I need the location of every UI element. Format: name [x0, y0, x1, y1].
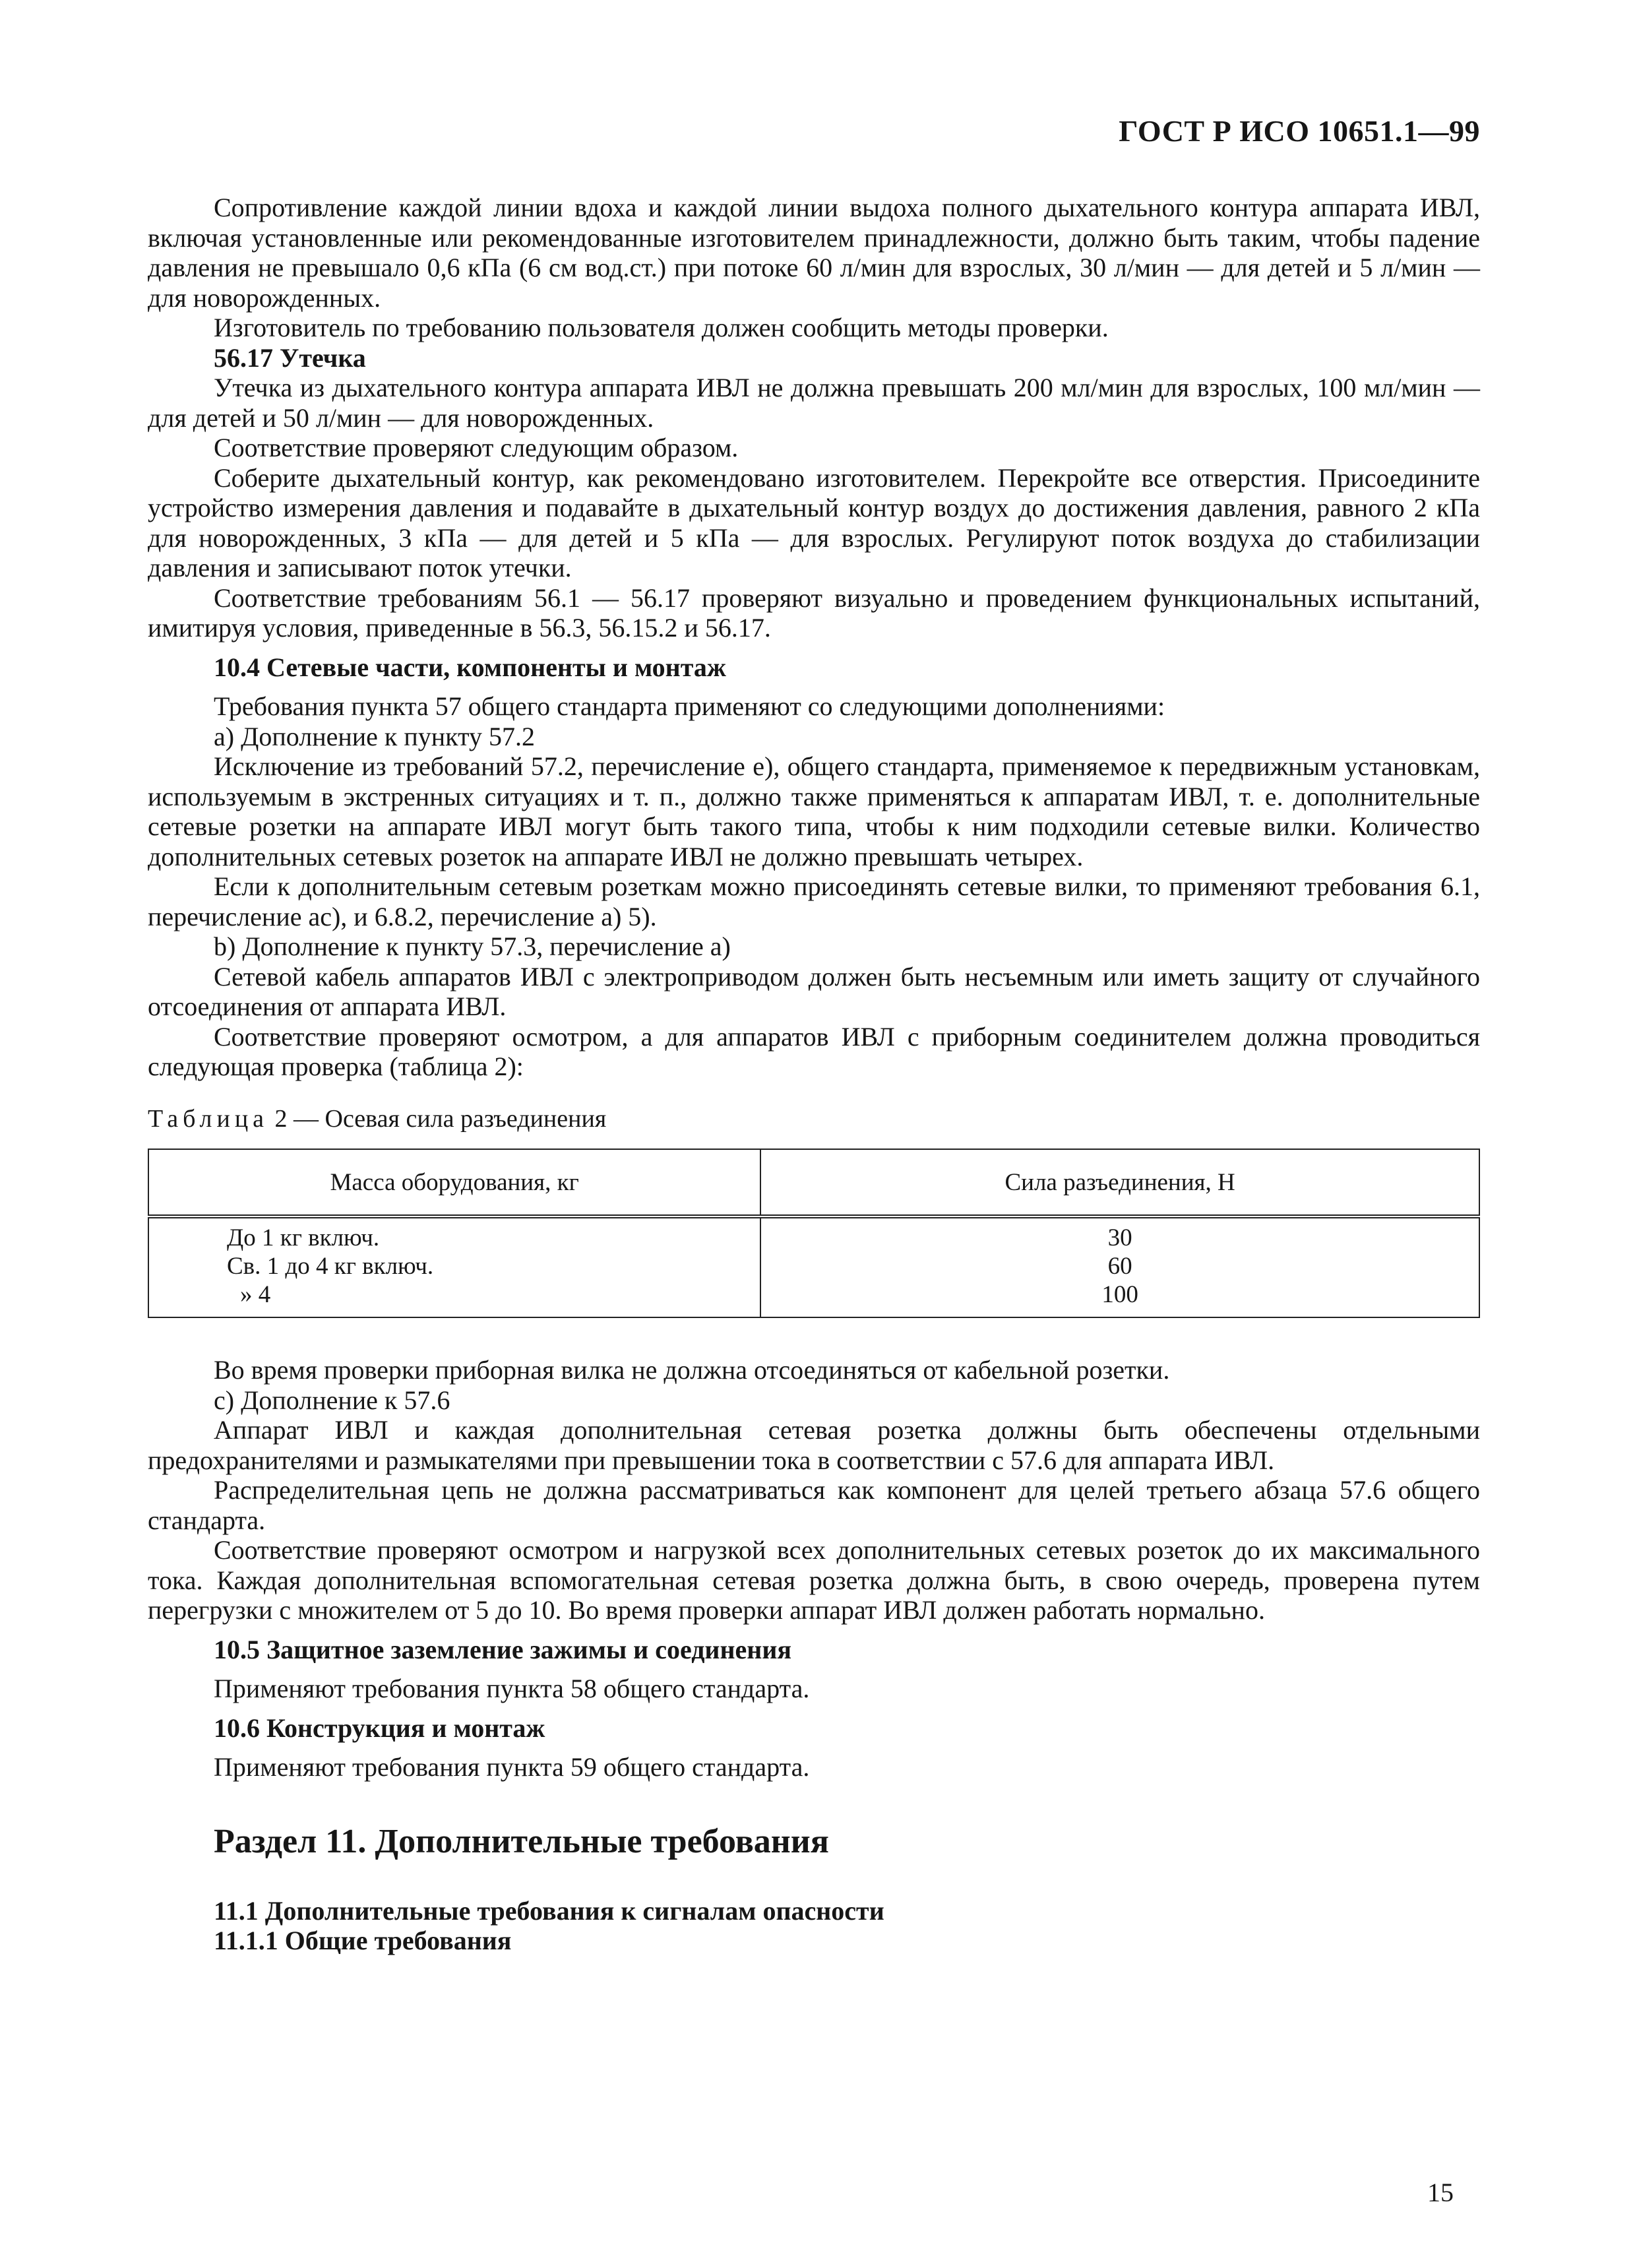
section-heading-10-6: 10.6 Конструкция и монтаж	[214, 1713, 545, 1743]
mass-value: Св. 1 до 4 кг включ.	[227, 1253, 434, 1280]
paragraph: Если к дополнительным сетевым розеткам можно присоединять сетевые вилки, то применяют требования 6.1, перечисление ас), и 6.8.2, перечисление а) 5).	[148, 871, 1480, 931]
paragraph: b) Дополнение к пункту 57.3, перечисление а)	[214, 931, 731, 961]
section-heading-11-1: 11.1 Дополнительные требования к сигналам опасности	[214, 1895, 884, 1926]
paragraph: Сопротивление каждой линии вдоха и каждой линии выдоха полного дыхательного контура аппарата ИВЛ, включая установленные или рекомендованные изготовителем принадлежности, должно быть таким, чтобы падение давления не превышало 0,6 кПа (6 см вод.ст.) при потоке 60 л/мин для взрослых, 30 л/мин — для детей и 5 л/мин — для новорожденных.	[148, 193, 1480, 313]
paragraph: Требования пункта 57 общего стандарта применяют со следующими дополнениями:	[214, 691, 1165, 721]
mass-value: До 1 кг включ.	[227, 1224, 380, 1251]
document-header: ГОСТ Р ИСО 10651.1—99	[1119, 114, 1480, 148]
force-value: 100	[1101, 1281, 1138, 1308]
chapter-title: Раздел 11. Дополнительные требования	[214, 1822, 829, 1860]
table-header-force: Сила разъединения, Н	[760, 1149, 1479, 1216]
paragraph: Соответствие проверяют осмотром, а для аппаратов ИВЛ с приборным соединителем должна проводиться следующая проверка (таблица 2):	[148, 1021, 1480, 1081]
section-heading-56-17: 56.17 Утечка	[214, 342, 366, 373]
paragraph: Утечка из дыхательного контура аппарата ИВЛ не должна превышать 200 мл/мин для взрослых, 100 мл/мин — для детей и 50 л/мин — для новорожденных.	[148, 373, 1480, 433]
paragraph: Применяют требования пункта 59 общего стандарта.	[214, 1752, 810, 1782]
table-caption-label: Таблица	[148, 1104, 269, 1133]
table-caption-text: 2 — Осевая сила разъединения	[274, 1104, 607, 1133]
table-header-mass: Масса оборудования, кг	[148, 1149, 760, 1216]
paragraph: Соответствие проверяют осмотром и нагрузкой всех дополнительных сетевых розеток до их максимального тока. Каждая дополнительная вспомогательная сетевая розетка должна быть, в свою очередь, проверена путем перегрузки с множителем от 5 до 10. Во время проверки аппарат ИВЛ должен работать нормально.	[148, 1535, 1480, 1625]
section-heading-10-4: 10.4 Сетевые части, компоненты и монтаж	[214, 652, 726, 682]
force-value: 30	[1107, 1224, 1132, 1251]
page-number: 15	[1427, 2178, 1454, 2207]
document-body	[148, 193, 1480, 1956]
paragraph: а) Дополнение к пункту 57.2	[214, 721, 536, 751]
table-2	[148, 1149, 1480, 1318]
table-caption	[148, 1104, 1480, 1135]
mass-value: » 4	[240, 1281, 271, 1308]
paragraph: Применяют требования пункта 58 общего стандарта.	[214, 1674, 810, 1703]
force-value: 60	[1107, 1253, 1132, 1280]
paragraph: Соберите дыхательный контур, как рекомендовано изготовителем. Перекройте все отверстия. Присоедините устройство измерения давления и подавайте в дыхательный контур воздух до достижения давления, равного 2 кПа для новорожденных, 3 кПа — для детей и 5 кПа — для взрослых. Регулируют поток воздуха до стабилизации давления и записывают поток утечки.	[148, 462, 1480, 583]
paragraph: Сетевой кабель аппаратов ИВЛ с электроприводом должен быть несъемным или иметь защиту от случайного отсоединения от аппарата ИВЛ.	[148, 961, 1480, 1021]
paragraph: Исключение из требований 57.2, перечисление е), общего стандарта, применяемое к передвижным установкам, используемым в экстренных ситуациях и т. п., должно также применяться к аппаратам ИВЛ, т. е. дополнительные сетевые розетки на аппарате ИВЛ могут быть такого типа, чтобы к ним подходили сетевые вилки. Количество дополнительных сетевых розеток на аппарате ИВЛ не должно превышать четырех.	[148, 751, 1480, 871]
table-row	[148, 1216, 1479, 1317]
paragraph: Во время проверки приборная вилка не должна отсоединяться от кабельной розетки.	[214, 1355, 1170, 1385]
paragraph: Соответствие требованиям 56.1 — 56.17 проверяют визуально и проведением функциональных испытаний, имитируя условия, приведенные в 56.3, 56.15.2 и 56.17.	[148, 583, 1480, 643]
paragraph: Аппарат ИВЛ и каждая дополнительная сетевая розетка должны быть обеспечены отдельными предохранителями и размыкателями при превышении тока в соответствии с 57.6 для аппарата ИВЛ.	[148, 1415, 1480, 1475]
table-cell-mass	[148, 1216, 760, 1317]
paragraph: Соответствие проверяют следующим образом.	[214, 433, 739, 462]
section-heading-10-5: 10.5 Защитное заземление зажимы и соединения	[214, 1634, 792, 1664]
section-heading-11-1-1: 11.1.1 Общие требования	[214, 1926, 512, 1955]
paragraph: с) Дополнение к 57.6	[214, 1385, 450, 1415]
table-header-row	[148, 1149, 1479, 1216]
table-cell-force	[760, 1216, 1479, 1317]
paragraph: Изготовитель по требованию пользователя должен сообщить методы проверки.	[214, 313, 1109, 342]
paragraph: Распределительная цепь не должна рассматриваться как компонент для целей третьего абзаца 57.6 общего стандарта.	[148, 1475, 1480, 1535]
